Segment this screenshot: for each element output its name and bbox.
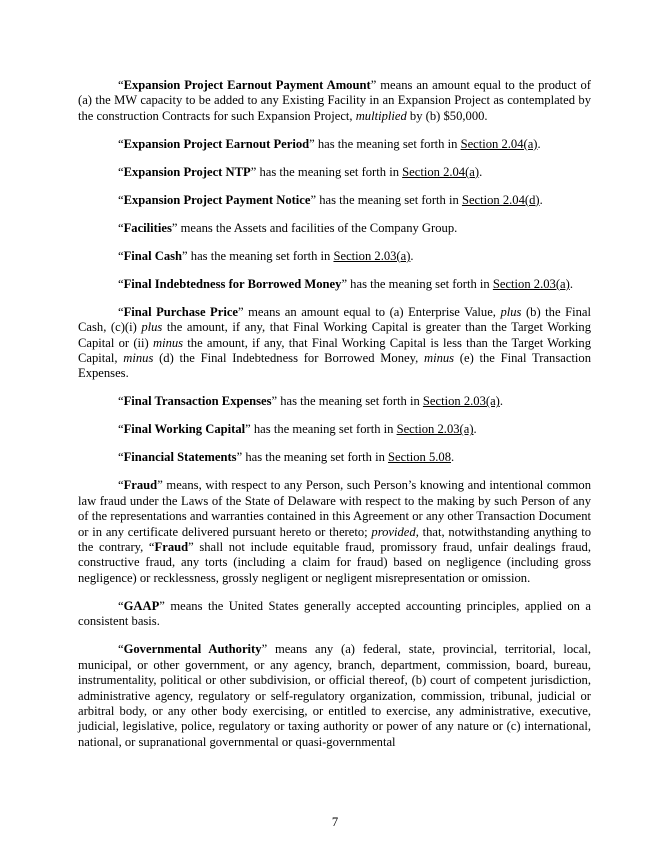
- definition-text: has the meaning set forth in: [187, 248, 334, 263]
- definition-paragraph: “Expansion Project Payment Notice” has the meaning set forth in Section 2.04(d).: [118, 192, 543, 207]
- section-reference: Section 2.03(a): [333, 248, 411, 263]
- definition-text: has the meaning set forth in: [314, 136, 461, 151]
- section-reference: Section 2.04(a): [402, 164, 480, 179]
- section-reference: Section 5.08: [388, 450, 451, 465]
- definition-text: .: [473, 422, 477, 437]
- section-reference: Section 2.03(a): [396, 422, 474, 437]
- definition-paragraph: “Governmental Authority” means any (a) federal, state, provincial, territorial, local, municipal, or other government, or any agency, branch, department, commission, board, bureau, instrumentality, political or other subdivision, or official thereof, (b) court of competent jurisdiction, administrative agency, regulatory or self-regulatory organization, commission, tribunal, judicial or arbitral body, or any other body exercising, or entitled to exercise, any administrative, executive, judicial, legislative, police, regulatory or taxing authority or power of any nature or (c) international, national, or supranational governmental or quasi-governmental: [78, 642, 591, 749]
- defined-term: Facilities: [123, 220, 172, 235]
- definition-text: has the meaning set forth in: [347, 276, 493, 291]
- definition-text: (e) the Final Transaction Expenses.: [78, 351, 592, 381]
- page-number: 7: [331, 815, 339, 829]
- definition-paragraph: “Expansion Project NTP” has the meaning set forth in Section 2.04(a).: [118, 164, 483, 179]
- defined-term: Final Cash: [123, 248, 183, 263]
- defined-term: Expansion Project Earnout Payment Amount: [123, 78, 371, 92]
- defined-term: Fraud: [123, 478, 158, 493]
- defined-term: Governmental Authority: [123, 642, 262, 657]
- italic-text: minus: [123, 351, 154, 366]
- definition-paragraph: “Expansion Project Earnout Payment Amount” means an amount equal to the product of (a) the MW capacity to be added to any Existing Facility in an Expansion Project as contemplated by the construction Contracts for such Expansion Project, multiplied by (b) $50,000.: [78, 78, 591, 123]
- definition-text: has the meaning set forth in: [277, 394, 423, 409]
- definition-paragraph: “Expansion Project Earnout Period” has the meaning set forth in Section 2.04(a).: [118, 136, 541, 151]
- italic-text: plus: [141, 320, 163, 335]
- definition-text: by (b) $50,000.: [406, 108, 488, 123]
- defined-term: Final Transaction Expenses: [123, 394, 272, 409]
- definition-paragraph: “Financial Statements” has the meaning set forth in Section 5.08.: [118, 450, 455, 465]
- definition-text: (d) the Final Indebtedness for Borrowed Money,: [153, 351, 424, 366]
- definition-paragraph: “Fraud” means, with respect to any Person, such Person’s knowing and intentional common law fraud under the Laws of the State of Delaware with respect to the making by such Person of any of the representations and warranties contained in this Agreement or any other Transaction Document or in any certificate delivered pursuant hereto or thereto; provided, that, notwithstanding anything to the contrary, “Fraud” shall not include equitable fraud, promissory fraud, unfair dealings fraud, constructive fraud, any torts (including a claim for fraud) based on negligence (including gross negligence) or recklessness, grossly negligent or negligent misrepresentation or omission.: [78, 478, 592, 585]
- definition-text: ” shall not include equitable fraud, promissory fraud, unfair dealings fraud, constructive fraud, any torts (including a claim for fraud) based on negligence (including gross negligence) or recklessness, grossly negligent or negligent misrepresentation or omission.: [78, 540, 592, 585]
- definition-text: .: [479, 164, 483, 179]
- defined-term-inline: Fraud: [154, 540, 189, 555]
- definition-text: the amount, if any, that Final Working Capital is less than the Target Working Capital,: [78, 335, 591, 366]
- defined-term: GAAP: [123, 598, 160, 613]
- defined-term: Expansion Project Payment Notice: [123, 192, 311, 207]
- definition-text: the amount, if any, that Final Working Capital is greater than the Target Working Capital or (ii): [78, 320, 591, 350]
- defined-term: Expansion Project Earnout Period: [123, 136, 310, 151]
- definition-text: means an amount equal to (a) Enterprise Value,: [243, 304, 501, 319]
- italic-text: minus: [152, 335, 184, 350]
- definitions-list: [78, 78, 591, 763]
- definition-text: has the meaning set forth in: [250, 422, 397, 437]
- section-reference: Section 2.04(a): [460, 136, 538, 151]
- section-reference: Section 2.03(a): [422, 394, 500, 409]
- definition-text: , that, notwithstanding anything to the contrary, “: [78, 524, 591, 555]
- definition-text: .: [499, 394, 504, 409]
- definition-paragraph: “Facilities” means the Assets and facilities of the Company Group.: [118, 220, 458, 235]
- definition-text: means any (a) federal, state, provincial, territorial, local, municipal, or other government, or any agency, branch, department, commission, board, bureau, instrumentality, political or other subdivision, or official thereof, (b) court of competent jurisdiction, administrative agency, regulatory or self-regulatory organization, commission, tribunal, judicial or arbitral body, or any other body exercising, or entitled to exercise, any administrative, executive, judicial, legislative, police, regulatory or taxing authority or power of any nature or (c) international, national, or supranational governmental or quasi-governmental: [78, 642, 591, 749]
- definition-text: .: [537, 136, 541, 151]
- definition-paragraph: “Final Cash” has the meaning set forth in Section 2.03(a).: [118, 248, 414, 263]
- definition-paragraph: “Final Indebtedness for Borrowed Money” has the meaning set forth in Section 2.03(a).: [118, 276, 573, 291]
- definition-paragraph: “GAAP” means the United States generally accepted accounting principles, applied on a consistent basis.: [78, 598, 591, 629]
- definition-text: .: [410, 248, 414, 263]
- defined-term: Expansion Project NTP: [123, 164, 251, 179]
- definition-text: .: [539, 192, 543, 207]
- italic-text: provided: [371, 524, 416, 539]
- definition-paragraph: “Final Transaction Expenses” has the meaning set forth in Section 2.03(a).: [118, 394, 504, 409]
- italic-text: minus: [423, 351, 455, 366]
- definition-text: .: [569, 276, 573, 291]
- italic-text: plus: [500, 304, 522, 319]
- definition-text: .: [451, 450, 455, 465]
- defined-term: Final Indebtedness for Borrowed Money: [123, 276, 342, 291]
- definition-text: has the meaning set forth in: [316, 192, 462, 207]
- defined-term: Final Purchase Price: [123, 304, 239, 319]
- defined-term: Financial Statements: [123, 450, 237, 465]
- section-reference: Section 2.03(a): [492, 276, 570, 291]
- definition-text: means the Assets and facilities of the Company Group.: [177, 220, 458, 235]
- definition-text: has the meaning set forth in: [256, 164, 403, 179]
- definition-paragraph: “Final Working Capital” has the meaning set forth in Section 2.03(a).: [118, 422, 477, 437]
- definition-text: means, with respect to any Person, such Person’s knowing and intentional common law fraud under the Laws of the State of Delaware with respect to the making by such Person of any of the representations and warranties contained in this Agreement or any other Transaction Document or in any certificate delivered pursuant hereto or thereto;: [78, 478, 591, 539]
- definition-paragraph: “Final Purchase Price” means an amount equal to (a) Enterprise Value, plus (b) the Final Cash, (c)(i) plus the amount, if any, that Final Working Capital is greater than the Target Working Capital or (ii) minus the amount, if any, that Final Working Capital is less than the Target Working Capital, minus (d) the Final Indebtedness for Borrowed Money, minus (e) the Final Transaction Expenses.: [78, 304, 592, 381]
- italic-text: multiplied: [355, 108, 407, 123]
- definition-text: has the meaning set forth in: [242, 450, 389, 465]
- definition-text: (b) the Final Cash, (c)(i): [78, 304, 591, 335]
- definition-text: means an amount equal to the product of (a) the MW capacity to be added to any Existing Facility in an Expansion Project as contemplated by the construction Contracts for such Expansion Project,: [78, 78, 591, 123]
- definition-text: means the United States generally accepted accounting principles, applied on a consistent basis.: [78, 598, 591, 629]
- defined-term: Final Working Capital: [123, 422, 246, 437]
- section-reference: Section 2.04(d): [461, 192, 540, 207]
